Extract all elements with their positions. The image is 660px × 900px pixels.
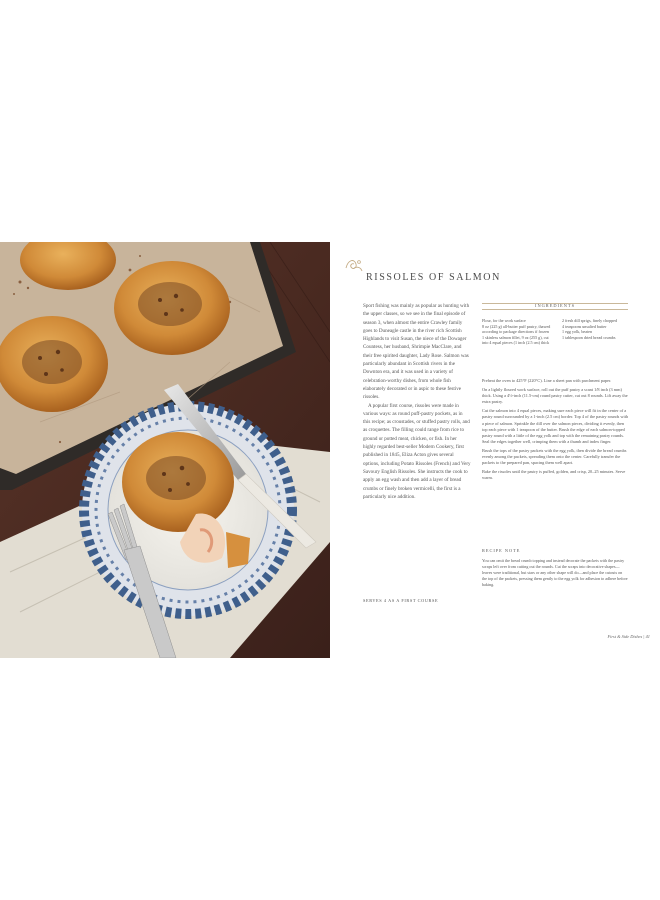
intro-text	[363, 302, 471, 501]
ingredients-column-1	[482, 318, 554, 346]
ingredient-item: 1 tablespoon dried bread crumbs	[562, 334, 616, 340]
method-steps	[482, 378, 630, 484]
floral-ornament-icon	[344, 256, 364, 274]
method-step: Brush the tops of the pastry packets with the egg yolk, then divide the bread crumbs evenly among the packets, spreading them onto the center. Carefully transfer the packets to the prepared pan, spacing them well apart.	[482, 447, 627, 466]
intro-paragraph: Sport fishing was mainly as popular as hunting with the upper classes, so we see in the final episode of season 3, when almost the entire Crawley family goes to Duneagle castle in the river rich Scottish Highlands to visit Susan, the niece of the Dowager Countess, her husband, Shrimpie MacClare, and their free spirited daughter, Lady Rose. Salmon was particularly abundant in Scottish rivers in the Downton era, and it was used in a variety of celebration-worthy dishes, from whole fish elaborately decorated or in aspic to these festive rissoles.	[363, 303, 470, 401]
ingredient-item: 1 skinless salmon fillet, 9 oz (255 g), cut into 4 equal pieces (1 inch (2.5 cm) thick	[482, 334, 550, 346]
ingredient-item: 8 oz (225 g) all-butter puff pastry, thawed according to package directions if frozen	[482, 323, 551, 335]
method-step: Bake the rissoles until the pastry is puffed, golden, and crisp, 20–25 minutes. Serve warm.	[482, 469, 626, 481]
food-photo	[0, 242, 330, 658]
rissole-left	[0, 316, 108, 412]
method-step: Preheat the oven to 425°F (220°C). Line a sheet pan with parchment paper.	[482, 378, 612, 383]
recipe-page	[330, 242, 660, 658]
intro-paragraph: A popular first course, rissoles were made in various ways: as round puff-pastry pockets, as in this recipe; as croustades, or stuffed pastry rolls, and as croquettes. The filling could range from rice to ground or potted meat, chicken, or fish. In her highly regarded best-seller Modern Cookery, first published in 1845, Eliza Acton gives several options, including Potato Rissoles (French) and Very Savoury English Rissoles. She instructs the cook to apply an egg wash and then add a layer of bread crumbs or finely broken vermicelli, the first is a particularly nice addition.	[363, 402, 471, 500]
page-footer: First & Side Dishes | 41	[607, 634, 650, 639]
ingredient-item: 1 egg yolk, beaten	[562, 329, 593, 335]
recipe-title: RISSOLES OF SALMON	[366, 272, 501, 283]
ingredient-item: Flour, for the work surface	[482, 318, 526, 323]
ingredients-heading: INGREDIENTS	[534, 303, 576, 308]
method-step: On a lightly floured work surface, roll out the puff pastry a scant 1/8 inch (3 mm) thick. Using a 4½-inch (11.5-cm) round pastry cutter, cut out 8 rounds. Lift away the extra pastry.	[482, 387, 628, 405]
divider	[482, 309, 628, 310]
rissole-right	[114, 261, 230, 355]
ingredient-item: 4 teaspoons unsalted butter	[562, 323, 607, 329]
recipe-note-heading: RECIPE NOTE	[482, 548, 521, 553]
salmon-rissoles-illustration	[0, 242, 330, 658]
ingredients-column-2	[562, 318, 632, 340]
ingredient-item: 2 fresh dill sprigs, finely chopped	[562, 318, 618, 323]
serves-line: SERVES 4 AS A FIRST COURSE	[363, 598, 439, 603]
method-step: Cut the salmon into 4 equal pieces, making sure each piece will fit in the center of a pastry round surrounded by a 1-inch (2.5 cm) border. Top 4 of the pastry rounds with a piece of salmon. Sprinkle the dill over the salmon pieces, dividing it evenly, then top each piece with 1 teaspoon of the butter. Brush the edge of each salmon-topped pastry round with a little of the egg yolk and top with the remaining pastry rounds. Seal the edges together well, crimping them with a thumb and index finger.	[482, 408, 629, 444]
recipe-note-text: You can omit the bread crumb topping and instead decorate the packets with the pastry scraps left over from cutting out the rounds. Cut the scraps into decorative shapes—leaves were traditional, but stars or any other shape will do—and place the cutouts on the top of the packets, pressing them gently to the egg yolk for adhesion to adhere before baking.	[482, 558, 628, 587]
